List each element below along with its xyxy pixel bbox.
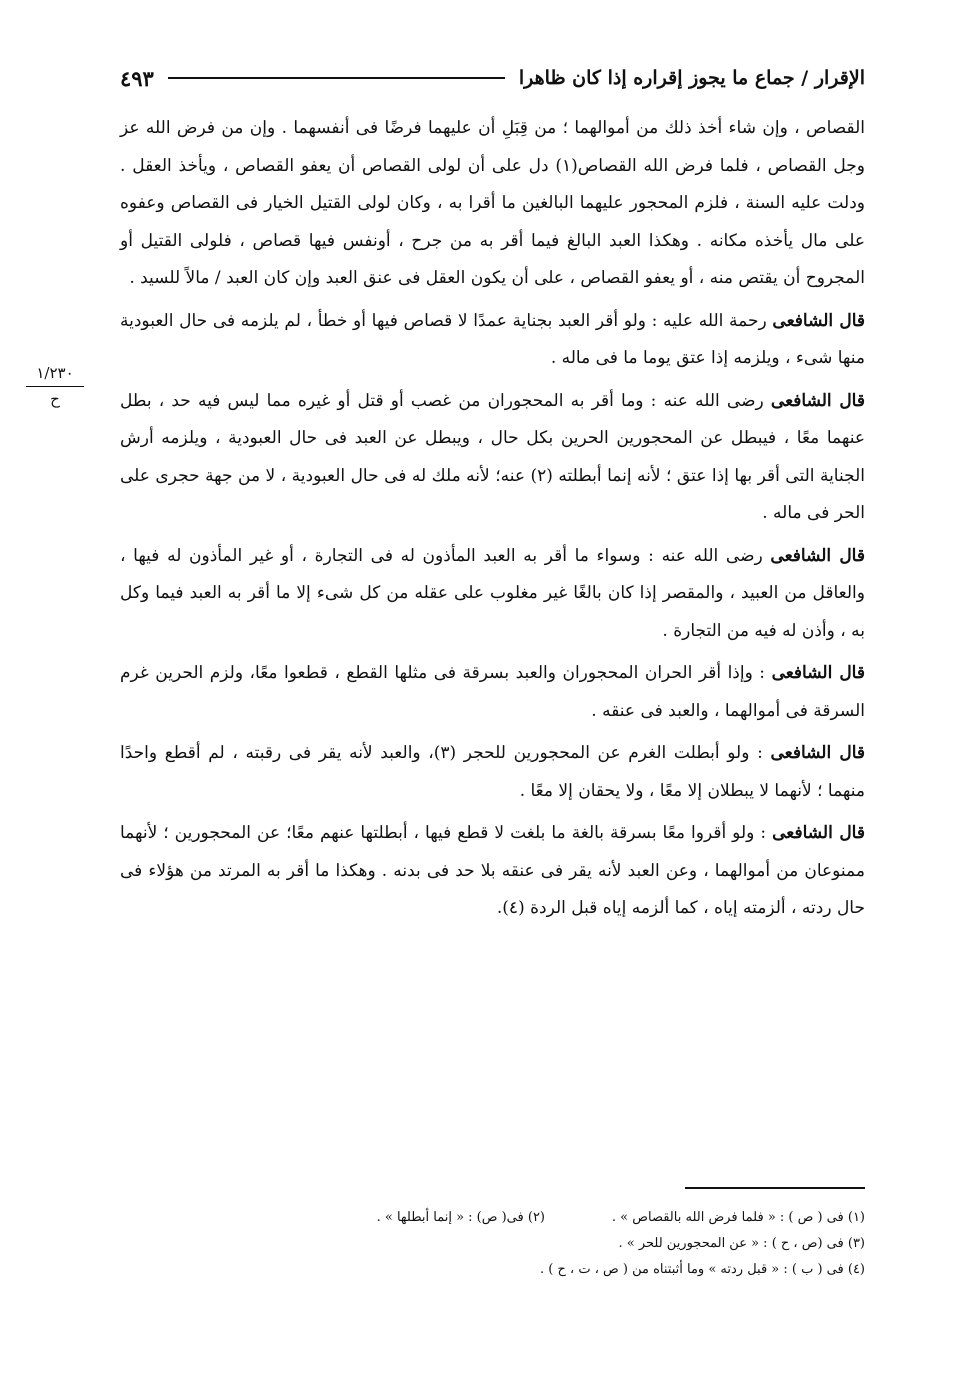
- speaker-label: قال الشافعى: [772, 310, 865, 331]
- footnote-4: (٤) فى ( ب ) : « قبل ردته » وما أثبتناه من ( ص ، ت ، ح ) .: [540, 1262, 865, 1277]
- speaker-label: قال الشافعى: [770, 545, 865, 566]
- paragraph: [120, 735, 865, 810]
- paragraph-text: : وإذا أقر الحران المحجوران والعبد بسرقة فى مثلها القطع ، قطعوا معًا، ولزم الحرين غرم السرقة فى أموالهما ، والعبد فى عنقه .: [120, 663, 865, 721]
- paragraph-text: رضى الله عنه : وما أقر به المحجوران من غصب أو قتل أو غيره مما ليس فيه حد ، بطل عنهما معًا ، فيبطل عن المحجورين الحرين بكل حال ، ويبطل عن العبد فى حال العبودية ، ويلزمه أرش الجناية التى أقر بها إذا عتق ؛ لأنه إنما أبطلته (٢) عنه؛ لأنه ملك له فى حال العبودية ، لا من جهة حجرى على الحر فى ماله .: [120, 390, 865, 523]
- paragraph: [120, 655, 865, 730]
- paragraph: [120, 383, 865, 533]
- header-rule: [168, 77, 505, 79]
- margin-reference: [26, 362, 84, 410]
- footnote-2: (٢) فى( ص) : « إنما أبطلها » .: [376, 1210, 545, 1225]
- footnote-separator: [685, 1187, 865, 1189]
- paragraph: [120, 538, 865, 651]
- footnote-row: [145, 1231, 865, 1257]
- paragraph-text: القصاص ، وإن شاء أخذ ذلك من أموالهما ؛ من قِبَلِ أن عليهما فرضًا فى أنفسهما . وإن من فرض الله عز وجل القصاص ، فلما فرض الله القصاص(١) دل على أن لولى القصاص أن يعفو القصاص ، ويأخذ العقل . ودلت عليه السنة ، فلزم المحجور عليهما البالغين ما أقرا به ، وكان لولى القتيل الخيار فى القصاص وعفوه على مال يأخذه مكانه . وهكذا العبد البالغ فيما أقر به من جرح ، أونفس فيها قصاص ، فلولى القتيل أو المجروح أن يقتص منه ، أو يعفو القصاص ، على أن يكون العقل فى عنق العبد وإن كان العبد / مالاً للسيد .: [120, 118, 865, 288]
- paragraph-text: رحمة الله عليه : ولو أقر العبد بجناية عمدًا لا قصاص فيها أو خطأ ، لم يلزمه فى حال العبودية منها شىء ، ويلزمه إذا عتق يوما ما فى ماله .: [120, 310, 865, 368]
- paragraph: [120, 110, 865, 298]
- paragraph-text: رضى الله عنه : وسواء ما أقر به العبد المأذون له فى التجارة ، أو غير المأذون له فيها ، والعاقل من العبيد ، والمقصر إذا كان بالغًا غير مغلوب على عقله من كل شىء إلا ما أقر به العبد فيما وكل به ، وأذن له فيه من التجارة .: [120, 545, 865, 641]
- footnote-row: [145, 1205, 865, 1231]
- running-header: [120, 60, 865, 96]
- footnotes: [145, 1205, 865, 1283]
- footnote-1: (١) فى ( ص ) : « فلما فرض الله بالقصاص » .: [611, 1210, 865, 1225]
- speaker-label: قال الشافعى: [770, 390, 865, 411]
- footnote-row: [145, 1257, 865, 1283]
- speaker-label: قال الشافعى: [770, 743, 866, 763]
- speaker-label: قال الشافعى: [772, 823, 865, 843]
- page-number: ٤٩٣: [120, 65, 154, 91]
- margin-reference-bottom: ح: [50, 390, 60, 408]
- body-text: [120, 110, 865, 933]
- margin-reference-rule: [26, 386, 84, 387]
- paragraph: [120, 303, 865, 378]
- margin-reference-top: ١/٢٣٠: [36, 364, 74, 382]
- paragraph-text: : ولو أقروا معًا بسرقة بالغة ما بلغت لا قطع فيها ، أبطلتها عنهم معًا؛ عن المحجورين ؛ لأنهما ممنوعان من أموالهما ، وعن العبد لأنه يقر فى عنقه بلا حد فى بدنه . وهكذا ما أقر به المرتد من هؤلاء فى حال ردته ، ألزمته إياه ، كما ألزمه إياه قبل الردة (٤).: [120, 823, 865, 918]
- paragraph: [120, 815, 865, 928]
- speaker-label: قال الشافعى: [771, 663, 865, 683]
- footnote-3: (٣) فى (ص ، ح ) : « عن المحجورين للحر » .: [618, 1236, 865, 1251]
- running-title: الإقرار / جماع ما يجوز إقراره إذا كان ظاهرا: [518, 67, 865, 89]
- paragraph-text: : ولو أبطلت الغرم عن المحجورين للحجر (٣)، والعبد لأنه يقر فى رقبته ، لم أقطع واحدًا منهما ؛ لأنهما لا يبطلان إلا معًا ، ولا يحقان إلا معًا .: [120, 743, 865, 801]
